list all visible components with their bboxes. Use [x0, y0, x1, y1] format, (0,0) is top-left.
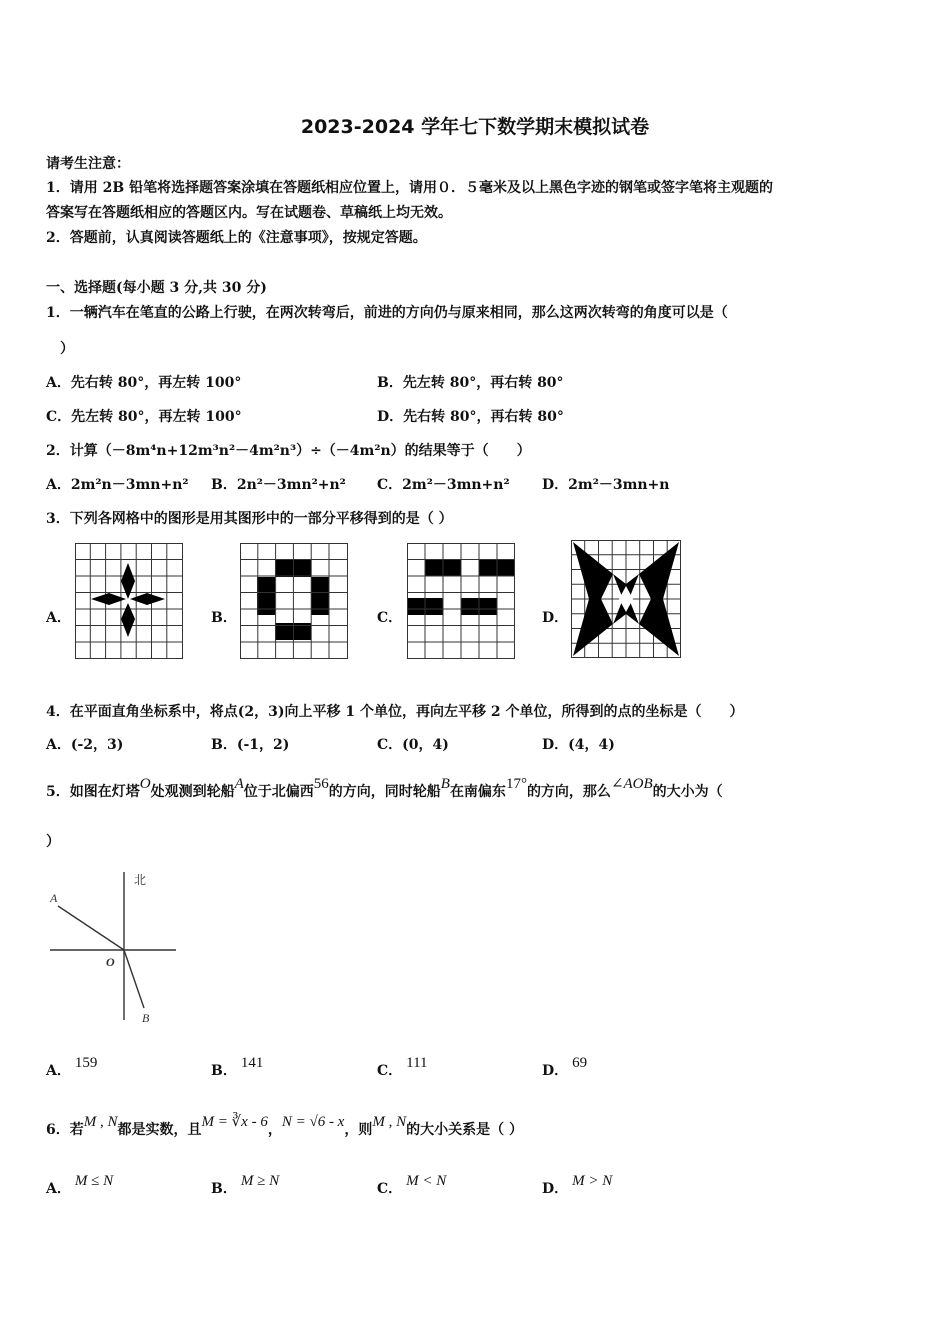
- q6-text-2: 都是实数，且: [117, 1122, 202, 1138]
- q1-option-c: C．先左转 80°，再左转 100°: [46, 409, 242, 425]
- q2-option-a: A．2m²n－3mn+n²: [46, 477, 189, 493]
- q2-option-b: B．2n²－3mn²+n²: [211, 477, 346, 493]
- q5-text-7: 的大小为（: [652, 784, 723, 800]
- fig-label-b: B: [142, 1011, 150, 1025]
- q5-option-b-value: 141: [240, 1055, 264, 1071]
- q5-text-4: 的方向，同时轮船: [328, 784, 441, 800]
- q6-option-a-label: A．: [46, 1181, 71, 1197]
- q6-vars-2: M , N: [372, 1114, 407, 1130]
- q5-point-o: O: [139, 776, 151, 792]
- q1-option-b: B．先左转 80°，再右转 80°: [377, 375, 564, 391]
- q6-option-c-label: C．: [377, 1181, 403, 1197]
- q5-option-d-value: 69: [572, 1055, 588, 1071]
- q5-option-a: [46, 1055, 98, 1080]
- q6-text-4: 的大小关系是（ ）: [406, 1122, 523, 1138]
- q3-label-b: B．: [211, 610, 237, 626]
- q5-stem: [46, 776, 723, 801]
- q6-option-a: [46, 1173, 114, 1198]
- q4-stem: 4．在平面直角坐标系中，将点(2，3)向上平移 1 个单位，再向左平移 2 个单位，所得到的点的坐标是（ ）: [46, 704, 744, 720]
- q4-option-c: C．(0，4): [377, 737, 449, 753]
- q4-option-b: B．(-1，2): [211, 737, 290, 753]
- fig-label-o: O: [106, 955, 115, 969]
- q3-stem: 3．下列各网格中的图形是用其图形中的一部分平移得到的是（ ）: [46, 511, 453, 527]
- q6-text-1: 6．若: [46, 1122, 84, 1138]
- q3-figure-d: [571, 540, 681, 658]
- q6-option-c: [377, 1173, 447, 1198]
- q4-option-d: D．(4，4): [542, 737, 615, 753]
- q2-option-d: D．2m²－3mn+n: [542, 477, 670, 493]
- q6-text-3: ，则: [344, 1122, 373, 1138]
- q3-figure-c: [407, 543, 515, 659]
- notice-line-1: 1．请用 2B 铅笔将选择题答案涂填在答题纸相应位置上，请用０．５毫米及以上黑色字迹的钢笔或签字笔将主观题的: [46, 180, 774, 196]
- q5-option-d: [542, 1055, 588, 1080]
- q5-point-a: A: [234, 776, 244, 792]
- q3-figure-b: [240, 543, 348, 659]
- q5-degree-2: 17°: [505, 776, 527, 792]
- ray-oa: [58, 906, 124, 950]
- q6-option-d: [542, 1173, 613, 1198]
- notice-heading: 请考生注意：: [46, 156, 130, 172]
- q6-option-b-label: B．: [211, 1181, 237, 1197]
- q5-option-c-label: C．: [377, 1063, 403, 1079]
- q3-label-d: D．: [542, 610, 569, 626]
- q1-stem-end: ）: [60, 341, 74, 357]
- q5-degree-1: 56: [313, 776, 329, 792]
- q5-option-c-value: 111: [406, 1055, 428, 1071]
- fig-label-a: A: [50, 891, 58, 905]
- q5-text-6: 的方向，那么: [526, 784, 611, 800]
- q5-option-d-label: D．: [542, 1063, 569, 1079]
- q6-eq-n: N = √6 - x: [281, 1114, 345, 1130]
- q5-text-5: 在南偏东: [449, 784, 506, 800]
- q5-option-b: [211, 1055, 264, 1080]
- q6-option-c-value: M < N: [406, 1173, 447, 1189]
- north-label: 北: [134, 873, 147, 887]
- q6-stem: [46, 1114, 523, 1139]
- notice-line-2: 答案写在答题纸相应的答题区内。写在试题卷、草稿纸上均无效。: [46, 205, 452, 221]
- ray-ob: [124, 950, 144, 1008]
- q6-eq-m: M = ∛x - 6: [201, 1114, 268, 1130]
- q6-option-b-value: M ≥ N: [240, 1173, 280, 1189]
- q3-label-c: C．: [377, 610, 403, 626]
- q3-label-a: A．: [46, 610, 71, 626]
- q5-text-1: 5．如图在灯塔: [46, 784, 140, 800]
- q5-option-a-value: 159: [74, 1055, 98, 1071]
- q6-option-b: [211, 1173, 280, 1198]
- q5-text-3: 位于北偏西: [243, 784, 314, 800]
- q6-option-d-value: M > N: [572, 1173, 613, 1189]
- q6-vars: M , N: [83, 1114, 118, 1130]
- q2-stem: 2．计算（－8m⁴n+12m³n²－4m²n³）÷（－4m²n）的结果等于（ ）: [46, 443, 531, 459]
- q5-option-c: [377, 1055, 428, 1080]
- q6-option-a-value: M ≤ N: [74, 1173, 114, 1189]
- q5-text-2: 处观测到轮船: [150, 784, 235, 800]
- q5-option-a-label: A．: [46, 1063, 71, 1079]
- q1-option-d: D．先右转 80°，再右转 80°: [377, 409, 564, 425]
- q5-stem-end: ）: [46, 834, 60, 850]
- notice-line-3: 2．答题前，认真阅读答题纸上的《注意事项》，按规定答题。: [46, 230, 427, 246]
- page-title: 2023-2024 学年七下数学期末模拟试卷: [300, 116, 650, 138]
- q5-angle: ∠AOB: [610, 776, 653, 792]
- q5-diagram: [46, 868, 186, 1028]
- q5-point-b: B: [440, 776, 450, 792]
- q1-stem: 1．一辆汽车在笔直的公路上行驶，在两次转弯后，前进的方向仍与原来相同，那么这两次转弯的角度可以是（: [46, 305, 728, 321]
- q6-comma: ，: [267, 1122, 282, 1138]
- q6-option-d-label: D．: [542, 1181, 569, 1197]
- q3-figure-a: [75, 543, 183, 659]
- q5-option-b-label: B．: [211, 1063, 237, 1079]
- q1-option-a: A．先右转 80°，再左转 100°: [46, 375, 242, 391]
- section-heading: 一、选择题(每小题 3 分,共 30 分): [46, 280, 267, 296]
- q2-option-c: C．2m²－3mn+n²: [377, 477, 510, 493]
- q4-option-a: A．(-2，3): [46, 737, 124, 753]
